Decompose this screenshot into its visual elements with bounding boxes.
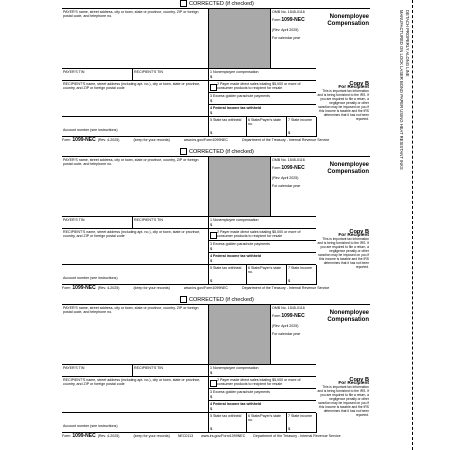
copy-label: Copy B xyxy=(349,81,369,87)
box7-field[interactable] xyxy=(286,413,316,433)
box4-label: 4 Federal income tax withheld xyxy=(210,106,262,110)
form-1099-nec-top xyxy=(62,0,372,148)
form-grid xyxy=(62,304,370,433)
calendar-label: For calendar year xyxy=(272,184,301,188)
omb-label: OMB No. 1545-0116 xyxy=(272,306,305,310)
account-number-field[interactable] xyxy=(62,275,208,285)
recipient-info-label: RECIPIENT'S name, street address (including apt. no.), city or town, state or province, country, and ZIP or foreign postal code xyxy=(63,230,201,239)
footer-form-word: Form xyxy=(62,434,71,438)
box7-dollar: $ xyxy=(288,130,291,136)
omb-number xyxy=(270,305,316,313)
recipient-info-label: RECIPIENT'S name, street address (including apt. no.), city or town, state or province, country, and ZIP or foreign postal code xyxy=(63,378,201,387)
manufactured-text: MANUFACTURED ON LOCK LASER BOND PAPER USING HEAT RESISTANT INKS xyxy=(399,10,405,170)
form-id-label: 1099-NEC xyxy=(281,313,305,319)
box5-field[interactable] xyxy=(208,413,246,433)
payer-info-label: PAYER'S name, street address, city or town, state or province, country, ZIP or foreign postal code, and telephone no. xyxy=(63,306,199,315)
box4-dollar: $ xyxy=(210,258,213,264)
omb-label: OMB No. 1545-0116 xyxy=(272,158,305,162)
box1-dollar: $ xyxy=(210,222,213,228)
box7-dollar: $ xyxy=(288,278,291,284)
box3-field[interactable] xyxy=(208,389,316,401)
footer-form-id: 1099-NEC xyxy=(72,285,96,291)
footer-rev: (Rev. 4-2025) xyxy=(97,434,120,438)
calendar-year-field[interactable] xyxy=(270,35,316,69)
account-label: Account number (see instructions) xyxy=(63,424,118,428)
box1-field[interactable] xyxy=(208,365,316,377)
box1-field[interactable] xyxy=(208,69,316,81)
calendar-year-field[interactable] xyxy=(270,331,316,365)
footer-form-word: Form xyxy=(62,138,71,142)
corrected-checkbox-row xyxy=(180,296,254,303)
footer-keep: (keep for your records) xyxy=(133,138,170,142)
calendar-year-field[interactable] xyxy=(270,183,316,217)
corrected-label: CORRECTED (if checked) xyxy=(189,0,254,7)
box5-field[interactable] xyxy=(208,117,246,137)
footer-url[interactable]: www.irs.gov/Form1099NEC xyxy=(201,434,246,438)
form-footer xyxy=(62,433,370,439)
omb-number xyxy=(270,9,316,17)
revision xyxy=(270,175,316,183)
right-divider xyxy=(316,265,317,285)
account-label: Account number (see instructions) xyxy=(63,276,118,280)
box6-label: 6 State/Payer's state no. xyxy=(248,414,282,423)
payer-info-label: PAYER'S name, street address, city or town, state or province, country, ZIP or foreign postal code, and telephone no. xyxy=(63,10,199,19)
recipient-info-label: RECIPIENT'S name, street address (including apt. no.), city or town, state or province, country, and ZIP or foreign postal code xyxy=(63,82,201,91)
rev-label: (Rev. April 2025) xyxy=(272,324,299,328)
corrected-checkbox[interactable] xyxy=(180,0,187,7)
perforation-line xyxy=(412,0,413,450)
corrected-label: CORRECTED (if checked) xyxy=(189,296,254,303)
payer-info-field[interactable] xyxy=(62,9,208,69)
payer-info-label: PAYER'S name, street address, city or town, state or province, country, ZIP or foreign postal code, and telephone no. xyxy=(63,158,199,167)
footer-keep: (keep for your records) xyxy=(133,434,170,438)
corrected-checkbox[interactable] xyxy=(180,148,187,155)
box7-label: 7 State income xyxy=(288,266,312,270)
copy-label: Copy B xyxy=(349,377,369,383)
shaded-area xyxy=(208,157,270,217)
revision xyxy=(270,27,316,35)
box3-label: 3 Excess golden parachute payments xyxy=(210,94,270,98)
box1-label: 1 Nonemployee compensation xyxy=(210,218,259,222)
calendar-label: For calendar year xyxy=(272,332,301,336)
payer-tin-label: PAYER'S TIN xyxy=(63,366,85,370)
form-title xyxy=(316,309,370,333)
for-recipient-label: For Recipient xyxy=(338,233,369,239)
omb-number xyxy=(270,157,316,165)
box2-label: 2 Payer made direct sales totaling $5,000 or more of consumer products to recipient for resale xyxy=(217,378,301,387)
calendar-label: For calendar year xyxy=(272,36,301,40)
title-line1: Nonemployee xyxy=(329,162,369,168)
box2-label: 2 Payer made direct sales totaling $5,000 or more of consumer products to recipient for resale xyxy=(217,82,301,91)
box2-label: 2 Payer made direct sales totaling $5,000 or more of consumer products to recipient for resale xyxy=(217,230,301,239)
corrected-checkbox[interactable] xyxy=(180,296,187,303)
footer-url[interactable]: www.irs.gov/Form1099NEC xyxy=(183,138,228,142)
shaded-area xyxy=(208,305,270,365)
box2-checkbox[interactable] xyxy=(210,380,217,387)
title-line2: Compensation xyxy=(327,168,369,175)
right-divider xyxy=(316,413,317,433)
box6-field[interactable] xyxy=(246,265,286,285)
form-word: Form xyxy=(272,166,281,170)
recipient-tin-label: RECIPIENT'S TIN xyxy=(134,70,163,74)
rev-label: (Rev. April 2025) xyxy=(272,176,299,180)
form-footer xyxy=(62,137,370,143)
copy-info xyxy=(316,81,370,141)
footer-rev: (Rev. 4-2025) xyxy=(97,138,120,142)
footer-form-id: 1099-NEC xyxy=(72,137,96,143)
for-recipient-label: For Recipient xyxy=(338,85,369,91)
shaded-area xyxy=(208,9,270,69)
box4-label: 4 Federal income tax withheld xyxy=(210,402,262,406)
omb-label: OMB No. 1545-0116 xyxy=(272,10,305,14)
box5-dollar: $ xyxy=(210,130,213,136)
form-id xyxy=(270,17,316,27)
box3-dollar: $ xyxy=(210,98,213,104)
spacer xyxy=(62,117,208,127)
title-line2: Compensation xyxy=(327,20,369,27)
side-text-block xyxy=(399,10,410,440)
footer-form-word: Form xyxy=(62,286,71,290)
box3-field[interactable] xyxy=(208,241,316,253)
box1-label: 1 Nonemployee compensation xyxy=(210,366,259,370)
rev-label: (Rev. April 2025) xyxy=(272,28,299,32)
box2-checkbox[interactable] xyxy=(210,232,217,239)
footer-url[interactable]: www.irs.gov/Form1099NEC xyxy=(183,286,228,290)
box5-label: 5 State tax withheld xyxy=(210,118,242,122)
right-divider xyxy=(316,117,317,137)
form-footer xyxy=(62,285,370,291)
form-word: Form xyxy=(272,314,281,318)
copy-info xyxy=(316,377,370,437)
box7-field[interactable] xyxy=(286,265,316,285)
footer-keep: (keep for your records) xyxy=(133,286,170,290)
box5-dollar: $ xyxy=(210,278,213,284)
box7-field[interactable] xyxy=(286,117,316,137)
box5-dollar: $ xyxy=(210,426,213,432)
for-recipient-label: For Recipient xyxy=(338,381,369,387)
detach-text: DETACH PROPERLY ALONG LINE xyxy=(405,10,410,77)
form-1099-nec-bottom xyxy=(62,296,372,444)
footer-dept: Department of the Treasury - Internal Revenue Service xyxy=(241,138,330,142)
box7-label: 7 State income xyxy=(288,118,312,122)
recipient-tin-label: RECIPIENT'S TIN xyxy=(134,366,163,370)
box3-dollar: $ xyxy=(210,246,213,252)
payer-tin-field[interactable] xyxy=(62,217,132,229)
box5-label: 5 State tax withheld xyxy=(210,266,242,270)
box1-field[interactable] xyxy=(208,217,316,229)
box1-dollar: $ xyxy=(210,74,213,80)
form-id-label: 1099-NEC xyxy=(281,17,305,23)
box4-label: 4 Federal income tax withheld xyxy=(210,254,262,258)
recipient-tin-field[interactable] xyxy=(132,69,208,81)
recipient-tin-field[interactable] xyxy=(132,217,208,229)
form-word: Form xyxy=(272,18,281,22)
corrected-checkbox-row xyxy=(180,148,254,155)
notice-text: This is important tax information and is being furnished to the IRS. If you are required to file a return, a negligence penalty or other sanction may be imposed on you if this income is taxable and the IRS determines that it has not been reported. xyxy=(317,89,369,121)
footer-rev: (Rev. 4-2025) xyxy=(97,286,120,290)
box7-label: 7 State income xyxy=(288,414,312,418)
box3-dollar: $ xyxy=(210,394,213,400)
account-number-field[interactable] xyxy=(62,423,208,433)
payer-tin-label: PAYER'S TIN xyxy=(63,70,85,74)
title-line1: Nonemployee xyxy=(329,14,369,20)
form-id xyxy=(270,165,316,175)
notice-text: This is important tax information and is being furnished to the IRS. If you are required to file a return, a negligence penalty or other sanction may be imposed on you if this income is taxable and the IRS determines that it has not been reported. xyxy=(317,385,369,417)
box7-dollar: $ xyxy=(288,426,291,432)
copy-label: Copy B xyxy=(349,229,369,235)
form-title xyxy=(316,13,370,37)
form-1099-nec-middle xyxy=(62,148,372,296)
copy-info xyxy=(316,229,370,289)
form-title xyxy=(316,161,370,185)
box6-field[interactable] xyxy=(246,117,286,137)
box4-field[interactable] xyxy=(208,401,316,413)
revision xyxy=(270,323,316,331)
box4-dollar: $ xyxy=(210,110,213,116)
payer-info-field[interactable] xyxy=(62,157,208,217)
box6-label: 6 State/Payer's state no. xyxy=(248,118,282,127)
footer-dept: Department of the Treasury - Internal Revenue Service xyxy=(241,286,330,290)
recipient-info-field[interactable] xyxy=(62,229,208,265)
side-margin-text xyxy=(386,10,412,440)
recipient-tin-label: RECIPIENT'S TIN xyxy=(134,218,163,222)
box2-field[interactable] xyxy=(208,377,316,389)
corrected-label: CORRECTED (if checked) xyxy=(189,148,254,155)
form-id-label: 1099-NEC xyxy=(281,165,305,171)
box4-field[interactable] xyxy=(208,105,316,117)
footer-cat: NEC0113 xyxy=(177,434,194,438)
box2-field[interactable] xyxy=(208,229,316,241)
payer-tin-label: PAYER'S TIN xyxy=(63,218,85,222)
box4-dollar: $ xyxy=(210,406,213,412)
box6-label: 6 State/Payer's state no. xyxy=(248,266,282,275)
payer-tin-field[interactable] xyxy=(62,365,132,377)
footer-form-id: 1099-NEC xyxy=(72,433,96,439)
recipient-tin-field[interactable] xyxy=(132,365,208,377)
corrected-checkbox-row xyxy=(180,0,254,7)
box5-field[interactable] xyxy=(208,265,246,285)
title-line1: Nonemployee xyxy=(329,310,369,316)
notice-text: This is important tax information and is being furnished to the IRS. If you are required to file a return, a negligence penalty or other sanction may be imposed on you if this income is taxable and the IRS determines that it has not been reported. xyxy=(317,237,369,269)
box3-label: 3 Excess golden parachute payments xyxy=(210,242,270,246)
box1-dollar: $ xyxy=(210,370,213,376)
form-grid xyxy=(62,8,370,137)
box4-field[interactable] xyxy=(208,253,316,265)
recipient-info-field[interactable] xyxy=(62,81,208,117)
box2-checkbox[interactable] xyxy=(210,84,217,91)
form-id xyxy=(270,313,316,323)
footer-dept: Department of the Treasury - Internal Revenue Service xyxy=(253,434,341,438)
account-number-field[interactable] xyxy=(62,127,208,137)
box1-label: 1 Nonemployee compensation xyxy=(210,70,259,74)
box6-field[interactable] xyxy=(246,413,286,433)
box3-field[interactable] xyxy=(208,93,316,105)
recipient-info-field[interactable] xyxy=(62,377,208,413)
box2-field[interactable] xyxy=(208,81,316,93)
title-line2: Compensation xyxy=(327,316,369,323)
box3-label: 3 Excess golden parachute payments xyxy=(210,390,270,394)
form-grid xyxy=(62,156,370,285)
payer-info-field[interactable] xyxy=(62,305,208,365)
account-label: Account number (see instructions) xyxy=(63,128,118,132)
payer-tin-field[interactable] xyxy=(62,69,132,81)
box5-label: 5 State tax withheld xyxy=(210,414,242,418)
